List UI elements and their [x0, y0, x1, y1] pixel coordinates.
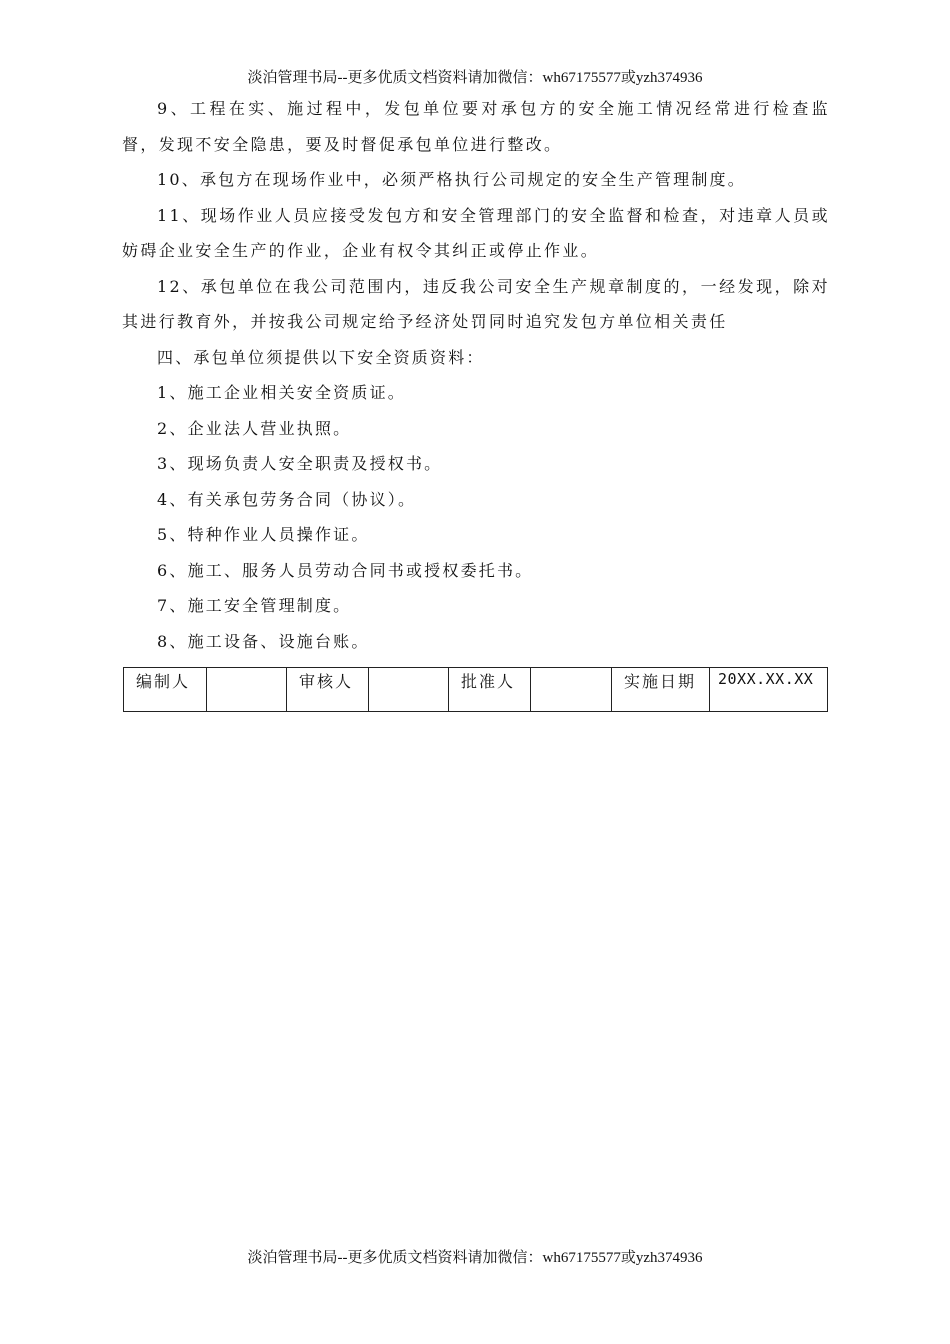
list-item: 3、现场负责人安全职责及授权书。 — [157, 454, 443, 473]
list-item: 8、施工设备、设施台账。 — [157, 631, 370, 651]
list-item: 5、特种作业人员操作证。 — [157, 525, 370, 544]
list-item: 2、企业法人营业执照。 — [157, 418, 352, 438]
compiler-value — [207, 668, 287, 712]
table-row — [124, 668, 828, 712]
section-heading-4: 四、承包单位须提供以下安全资质资料： — [157, 347, 485, 367]
effective-date-label: 实施日期 — [612, 668, 710, 712]
list-item: 7、施工安全管理制度。 — [157, 596, 352, 615]
signature-table — [123, 667, 828, 712]
effective-date-value: 20XX.XX.XX — [710, 668, 828, 712]
reviewer-value — [369, 668, 449, 712]
approver-value — [531, 668, 612, 712]
paragraph-item-9: 9、工程在实、施过程中，发包单位要对承包方的安全施工情况经常进行检查监督，发现不安全隐患，要及时督促承包单位进行整改。 — [122, 99, 830, 154]
list-item: 1、施工企业相关安全资质证。 — [157, 383, 406, 402]
list-item: 6、施工、服务人员劳动合同书或授权委托书。 — [157, 560, 534, 580]
approver-label: 批准人 — [449, 668, 531, 712]
document-body — [122, 91, 830, 659]
paragraph-item-11: 11、现场作业人员应接受发包方和安全管理部门的安全监督和检查，对违章人员或妨碍企业安全生产的作业，企业有权令其纠正或停止作业。 — [122, 205, 830, 260]
reviewer-label: 审核人 — [287, 668, 369, 712]
compiler-label: 编制人 — [124, 668, 207, 712]
page-footer: 淡泊管理书局--更多优质文档资料请加微信：wh67175577或yzh374936 — [247, 1250, 703, 1266]
paragraph-item-10: 10、承包方在现场作业中，必须严格执行公司规定的安全生产管理制度。 — [157, 170, 746, 189]
page-header: 淡泊管理书局--更多优质文档资料请加微信：wh67175577或yzh374936 — [247, 70, 703, 86]
paragraph-item-12: 12、承包单位在我公司范围内，违反我公司安全生产规章制度的，一经发现，除对其进行教育外，并按我公司规定给予经济处罚同时追究发包方单位相关责任 — [122, 276, 830, 331]
list-item: 4、有关承包劳务合同（协议）。 — [157, 489, 417, 509]
